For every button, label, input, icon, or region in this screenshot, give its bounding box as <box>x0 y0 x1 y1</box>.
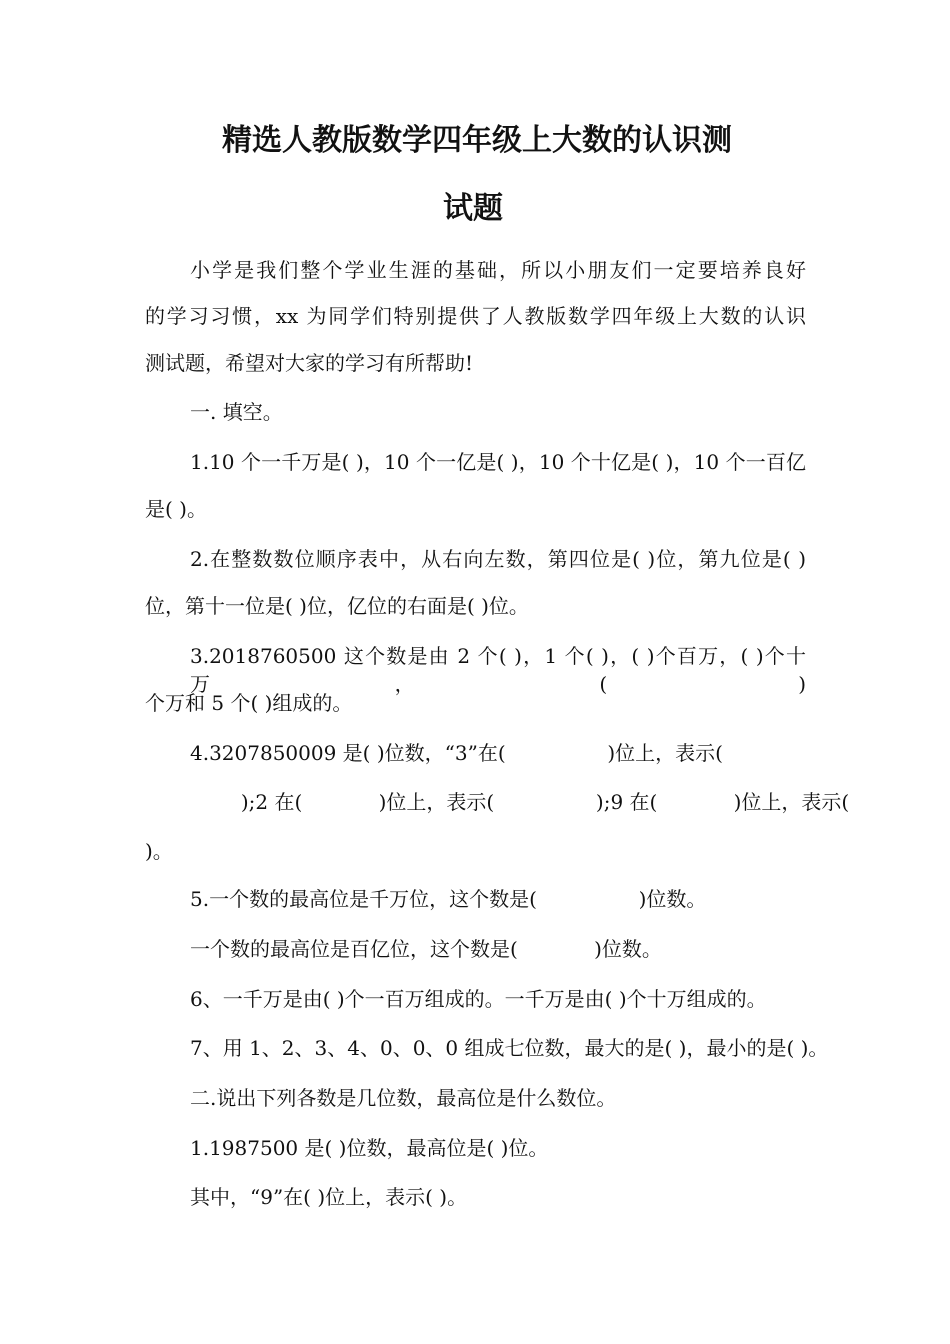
q2-line-1: 2.在整数数位顺序表中，从右向左数，第四位是( )位，第九位是( ) <box>190 547 806 571</box>
q1-line-1: 1.10 个一千万是( )，10 个一亿是( )，10 个十亿是( )，10 个一百亿 <box>190 450 806 474</box>
q2-line-2: 位，第十一位是( )位，亿位的右面是( )位。 <box>145 594 529 618</box>
q3-line-2: 个万和 5 个( )组成的。 <box>145 691 353 715</box>
section-1-heading: 一. 填空。 <box>190 400 283 424</box>
q4-line-2: );2 在( )位上，表示( );9 在( )位上，表示( <box>190 790 850 814</box>
title-line-2: 试题 <box>443 191 503 226</box>
section-2-heading: 二.说出下列各数是几位数，最高位是什么数位。 <box>190 1086 617 1110</box>
title-line-1: 精选人教版数学四年级上大数的认识测 <box>222 123 732 158</box>
q6-line: 6、一千万是由( )个一百万组成的。一千万是由( )个十万组成的。 <box>190 987 767 1011</box>
intro-line-2: 的学习习惯，xx 为同学们特别提供了人教版数学四年级上大数的认识 <box>145 304 806 328</box>
q1-line-2: 是( )。 <box>145 497 207 521</box>
s2q1-line-2: 其中，“9”在( )位上，表示( )。 <box>190 1185 468 1209</box>
intro-line-3: 测试题，希望对大家的学习有所帮助! <box>145 351 474 375</box>
intro-line-1: 小学是我们整个学业生涯的基础，所以小朋友们一定要培养良好 <box>190 258 806 282</box>
q7-line: 7、用 1、2、3、4、0、0、0 组成七位数，最大的是( )，最小的是( )。 <box>190 1036 829 1060</box>
q3-line-1: 3.2018760500 这个数是由 2 个( )，1 个( )，( )个百万，( )个十万，( ) <box>190 644 806 696</box>
s2q1-line-1: 1.1987500 是( )位数，最高位是( )位。 <box>190 1136 549 1160</box>
q5-line-1: 5.一个数的最高位是千万位，这个数是( )位数。 <box>190 887 707 911</box>
q4-line-3: )。 <box>145 839 173 863</box>
q4-line-1: 4.3207850009 是( )位数，“3”在( )位上，表示( <box>190 741 723 765</box>
q5-line-2: 一个数的最高位是百亿位，这个数是( )位数。 <box>190 937 662 961</box>
